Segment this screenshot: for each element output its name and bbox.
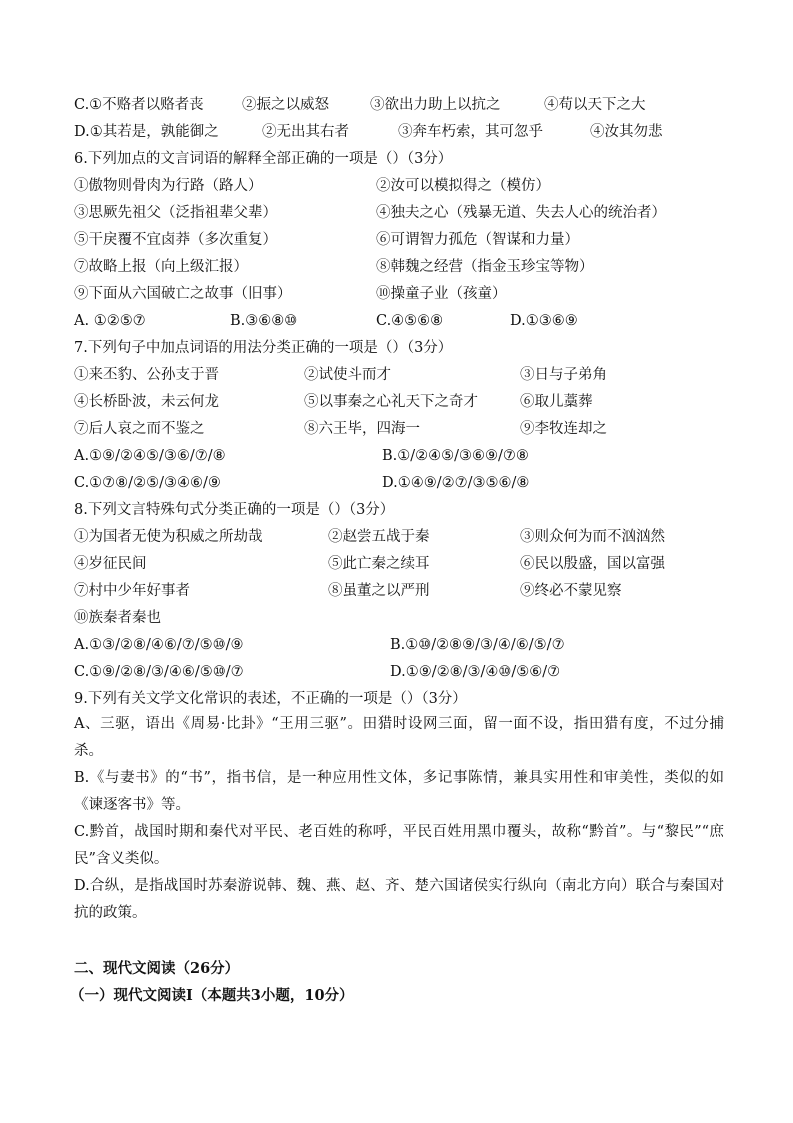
q8-item: ⑩族秦者秦也	[74, 610, 161, 626]
q8-item-row	[74, 581, 734, 601]
q6-item-row	[74, 284, 734, 304]
q8-option-d: D.①⑨/②⑧/③/④⑩/⑤⑥/⑦	[390, 664, 561, 680]
q6-item-row	[74, 203, 734, 223]
q8-options-row	[74, 662, 734, 682]
q5-d-4: ④汝其勿悲	[590, 124, 663, 140]
q6-item: ⑨下面从六国破亡之故事（旧事）	[74, 286, 292, 302]
q7-item: ①来丕豹、公孙支于晋	[74, 367, 219, 383]
q7-item-row	[74, 365, 734, 385]
q6-item-row	[74, 257, 734, 277]
q8-item: ⑧虽董之以严刑	[328, 583, 430, 599]
q7-stem: 7.下列句子中加点词语的用法分类正确的一项是（）（3分）	[74, 340, 453, 356]
q6-item: ③思厥先祖父（泛指祖辈父辈）	[74, 205, 277, 221]
q7-options-row	[74, 473, 734, 493]
q6-option-a: A. ①②⑤⑦	[74, 313, 146, 329]
q8-option-c: C.①⑨/②⑧/③/④⑥/⑤⑩/⑦	[74, 664, 244, 680]
q7-item-row	[74, 392, 734, 412]
q6-item-row	[74, 176, 734, 196]
q5-c-3: ③欲出力助上以抗之	[370, 97, 501, 113]
q8-stem: 8.下列文言特殊句式分类正确的一项是（）（3分）	[74, 502, 395, 518]
q5-c-4: ④苟以天下之大	[544, 97, 646, 113]
q6-item: ④独夫之心（残暴无道、失去人心的统治者）	[376, 205, 666, 221]
q8-item: ⑤此亡秦之续耳	[328, 556, 430, 572]
q5-option-c	[74, 95, 734, 115]
q7-item: ⑧六王毕，四海一	[304, 421, 420, 437]
q8-item: ①为国者无使为积威之所劫哉	[74, 529, 263, 545]
q5-d-3: ③奔车朽索，其可忽乎	[398, 124, 543, 140]
q7-item: ②试使斗而才	[304, 367, 391, 383]
q7-option-c: C.①⑦⑧/②⑤/③④⑥/⑨	[74, 475, 221, 491]
q9-option-c: C.黔首，战国时期和秦代对平民、老百姓的称呼，平民百姓用黑巾覆头，故称“黔首”。与“黎民”“庶民”含义类似。	[74, 824, 724, 867]
q7-item: ⑤以事秦之心礼天下之奇才	[304, 394, 478, 410]
q5-c-2: ②振之以威怒	[242, 97, 329, 113]
q8-item: ④岁征民间	[74, 556, 147, 572]
q6-item: ⑦故略上报（向上级汇报）	[74, 259, 248, 275]
q5-d-1: D.①其若是，孰能御之	[74, 124, 219, 140]
q8-item-row	[74, 554, 734, 574]
q9-option-b: B.《与妻书》的“书”，指书信，是一种应用性文体，多记事陈情，兼具实用性和审美性，类似的如《谏逐客书》等。	[74, 770, 724, 813]
q5-d-2: ②无出其右者	[262, 124, 349, 140]
q6-options	[74, 311, 734, 331]
q9-option-d: D.合纵，是指战国时苏秦游说韩、魏、燕、赵、齐、楚六国诸侯实行纵向（南北方向）联合与秦国对抗的政策。	[74, 878, 724, 921]
q6-option-c: C.④⑤⑥⑧	[376, 313, 444, 329]
q7-item: ⑥取儿藁葬	[520, 394, 593, 410]
q7-option-d: D.①④⑨/②⑦/③⑤⑥/⑧	[382, 475, 530, 491]
q6-option-d: D.①③⑥⑨	[510, 313, 578, 329]
q6-item: ⑥可谓智力孤危（智谋和力量）	[376, 232, 579, 248]
q8-option-b: B.①⑩/②⑧⑨/③/④/⑥/⑤/⑦	[390, 637, 565, 653]
q7-item: ⑦后人哀之而不鉴之	[74, 421, 205, 437]
q8-item: ⑨终必不蒙见察	[520, 583, 622, 599]
q6-item: ②汝可以模拟得之（模仿）	[376, 178, 550, 194]
q8-item: ⑥民以殷盛，国以富强	[520, 556, 665, 572]
q8-option-a: A.①③/②⑧/④⑥/⑦/⑤⑩/⑨	[74, 637, 244, 653]
q8-item: ⑦村中少年好事者	[74, 583, 190, 599]
q7-option-a: A.①⑨/②④⑤/③⑥/⑦/⑧	[74, 448, 226, 464]
q5-c-1: C.①不赂者以赂者丧	[74, 97, 204, 113]
q6-item: ⑧韩魏之经营（指金玉珍宝等物）	[376, 259, 594, 275]
q8-item-row	[74, 527, 734, 547]
q7-item: ⑨李牧连却之	[520, 421, 607, 437]
q7-option-b: B.①/②④⑤/③⑥⑨/⑦⑧	[382, 448, 529, 464]
q6-item: ⑩操童子业（孩童）	[376, 286, 507, 302]
q6-item: ⑤干戾覆不宜卤莽（多次重复）	[74, 232, 277, 248]
q9-option-a: A、三驱，语出《周易·比卦》“王用三驱”。田猎时设网三面，留一面不设，指田猎有度，不过分捕杀。	[74, 716, 724, 759]
q7-item: ④长桥卧波，未云何龙	[74, 394, 219, 410]
q7-options-row	[74, 446, 734, 466]
q8-item: ③则众何为而不汹汹然	[520, 529, 665, 545]
section-subtitle: （一）现代文阅读I（本题共3小题，10分）	[70, 987, 354, 1004]
q6-option-b: B.③⑥⑧⑩	[230, 313, 298, 329]
section-title: 二、现代文阅读（26分）	[74, 960, 240, 977]
q6-item-row	[74, 230, 734, 250]
q7-item-row	[74, 419, 734, 439]
q8-item: ②赵尝五战于秦	[328, 529, 430, 545]
q6-stem: 6.下列加点的文言词语的解释全部正确的一项是（）（3分）	[74, 151, 453, 167]
q7-item: ③日与子弟角	[520, 367, 607, 383]
q9-stem: 9.下列有关文学文化常识的表述，不正确的一项是（）（3分）	[74, 691, 467, 707]
q8-options-row	[74, 635, 734, 655]
q5-option-d	[74, 122, 734, 142]
q6-item: ①傲物则骨肉为行路（路人）	[74, 178, 263, 194]
